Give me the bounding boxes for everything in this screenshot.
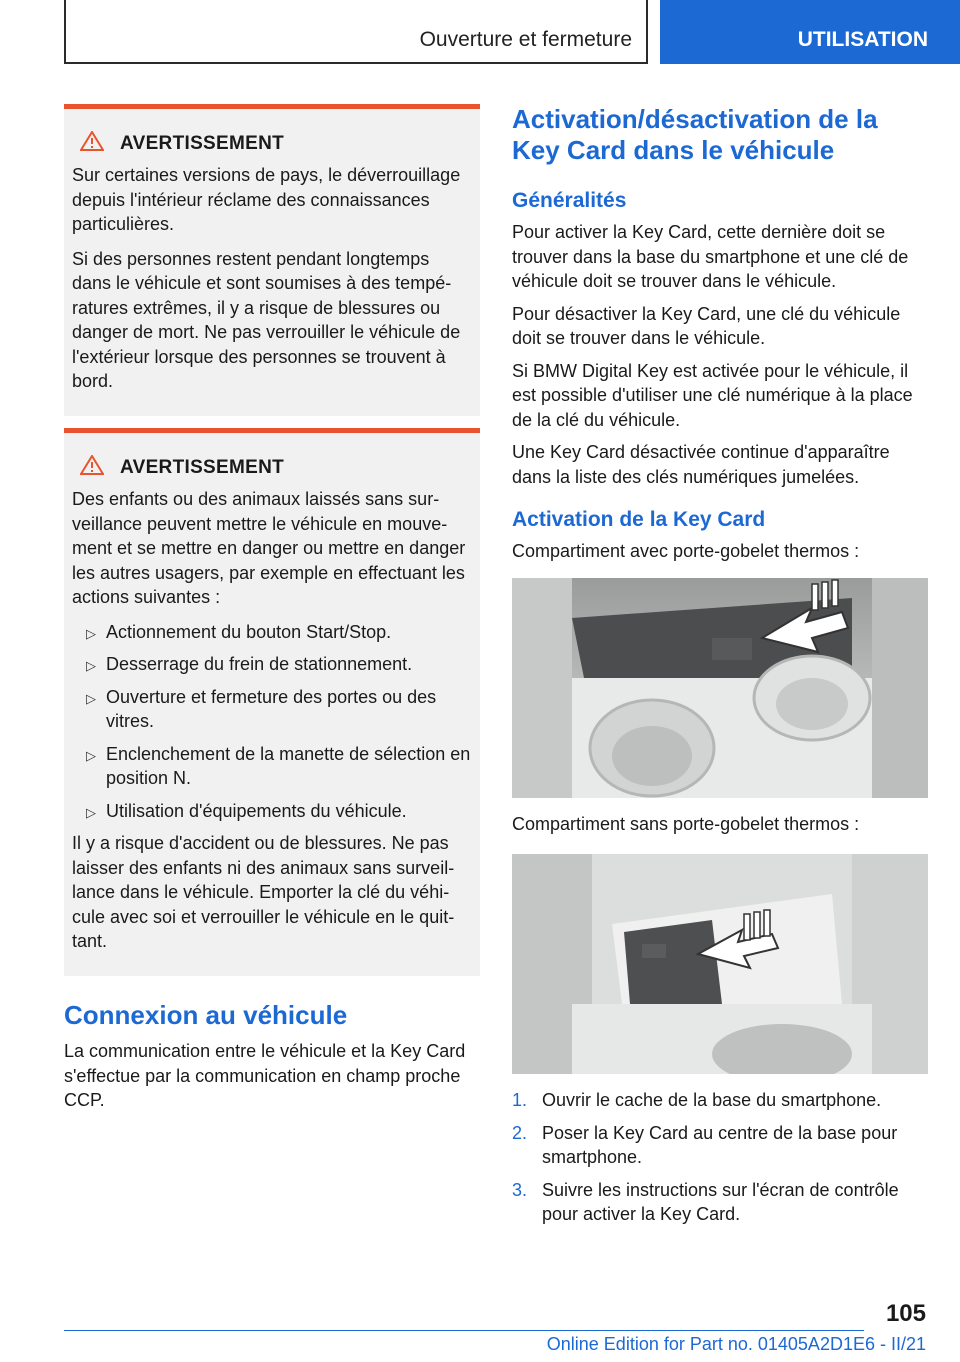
image-caption: Compartiment sans porte-gobelet thermos : bbox=[512, 813, 860, 834]
connexion-section bbox=[64, 1000, 480, 1121]
edition-text: Online Edition for Part no. 01405A2D1E6 - II/21 bbox=[546, 1334, 926, 1354]
warning-intro: Des enfants ou des animaux laissés sans surveillance peuvent mettre le véhicule en mouvement et se mettre en danger ou mettre en danger les autres usagers, par exemple en effectuant les actions suivantes : bbox=[72, 489, 466, 607]
warning-title bbox=[72, 131, 472, 157]
header-chapter-tab bbox=[660, 0, 960, 64]
warning-triangle-icon bbox=[80, 455, 120, 481]
activation-steps-list bbox=[512, 1088, 928, 1227]
warning-paragraph: Sur certaines versions de pays, le déverrouillage depuis l'intérieur réclame des connaissances particulières. bbox=[72, 165, 461, 234]
footer-divider bbox=[64, 1330, 864, 1331]
warning-triangle-icon bbox=[80, 131, 120, 157]
warning-title-text: AVERTISSEMENT bbox=[120, 133, 285, 154]
list-item: 1. Ouvrir le cache de la base du smartphone. bbox=[512, 1090, 882, 1110]
paragraph: Pour activer la Key Card, cette dernière doit se trouver dans la base du smartphone et une clé de véhicule doit se trouver dans le véhicule. bbox=[512, 222, 909, 291]
activation-section bbox=[512, 104, 928, 1235]
list-item: ▷ Enclenchement de la manette de sélection en position N. bbox=[86, 743, 471, 788]
subsection-title: Généralités bbox=[512, 189, 627, 212]
warning-title-text: AVERTISSEMENT bbox=[120, 457, 285, 478]
section-title: Connexion au véhicule bbox=[64, 1000, 348, 1030]
header-chapter-title: UTILISATION bbox=[797, 28, 928, 51]
image-caption: Compartiment avec porte-gobelet thermos : bbox=[512, 541, 860, 561]
warning-paragraph: Si des personnes restent pendant longtemps dans le véhicule et sont soumises à des températures extrêmes, il y a risque de blessures ou danger de mort. Ne pas verrouiller le véhicule de l'extérieur lorsque des personnes se trouvent à bord. bbox=[72, 248, 461, 391]
page-number: 105 bbox=[885, 1300, 926, 1327]
warning-title bbox=[72, 455, 472, 481]
list-item: ▷ Actionnement du bouton Start/Stop. bbox=[72, 620, 472, 645]
header-section-title: Ouverture et fermeture bbox=[419, 28, 632, 51]
list-item: ▷ Utilisation d'équipements du véhicule. bbox=[72, 799, 472, 824]
bullet-triangle-icon: ▷ bbox=[86, 625, 96, 641]
warning-box-1 bbox=[64, 104, 480, 416]
bullet-triangle-icon: ▷ bbox=[86, 804, 96, 820]
warning-outro: Il y a risque d'accident ou de blessures. Ne pas laisser des enfants ni des animaux sans surveillance dans le véhicule. Emporter la clé du véhicule avec soi et verrouiller le véhicule en le quittant. bbox=[72, 833, 455, 951]
list-item: ▷ Desserrage du frein de stationnement. bbox=[72, 652, 472, 677]
paragraph: Une Key Card désactivée continue d'apparaître dans la liste des clés numériques jumelées. bbox=[512, 442, 890, 487]
warning-box-2 bbox=[64, 428, 480, 976]
bullet-triangle-icon: ▷ bbox=[86, 690, 96, 706]
list-item: 3. Suivre les instructions sur l'écran de contrôle pour activer la Key Card. bbox=[512, 1179, 899, 1224]
warning-action-list bbox=[72, 620, 472, 824]
paragraph: Si BMW Digital Key est activée pour le véhicule, il est possible d'utiliser une clé numérique à la place de la clé du véhicule. bbox=[512, 360, 913, 430]
paragraph: Pour désactiver la Key Card, une clé du véhicule doit se trouver dans le véhicule. bbox=[512, 303, 901, 348]
section-title: Activation/désactivation de la Key Card dans le véhicule bbox=[512, 104, 878, 165]
compartment-without-cupholder-image bbox=[512, 854, 928, 1074]
subsection-title: Activation de la Key Card bbox=[512, 508, 766, 531]
list-item: 2. Poser la Key Card au centre de la base pour smartphone. bbox=[512, 1122, 898, 1167]
bullet-triangle-icon: ▷ bbox=[86, 747, 96, 763]
bullet-triangle-icon: ▷ bbox=[86, 658, 96, 673]
header-section-tab bbox=[64, 0, 648, 64]
compartment-with-cupholder-image bbox=[512, 578, 928, 798]
section-text: La communication entre le véhicule et la Key Card s'effectue par la communication en champ proche CCP. bbox=[64, 1041, 466, 1110]
list-item: ▷ Ouverture et fermeture des portes ou des vitres. bbox=[86, 686, 437, 731]
